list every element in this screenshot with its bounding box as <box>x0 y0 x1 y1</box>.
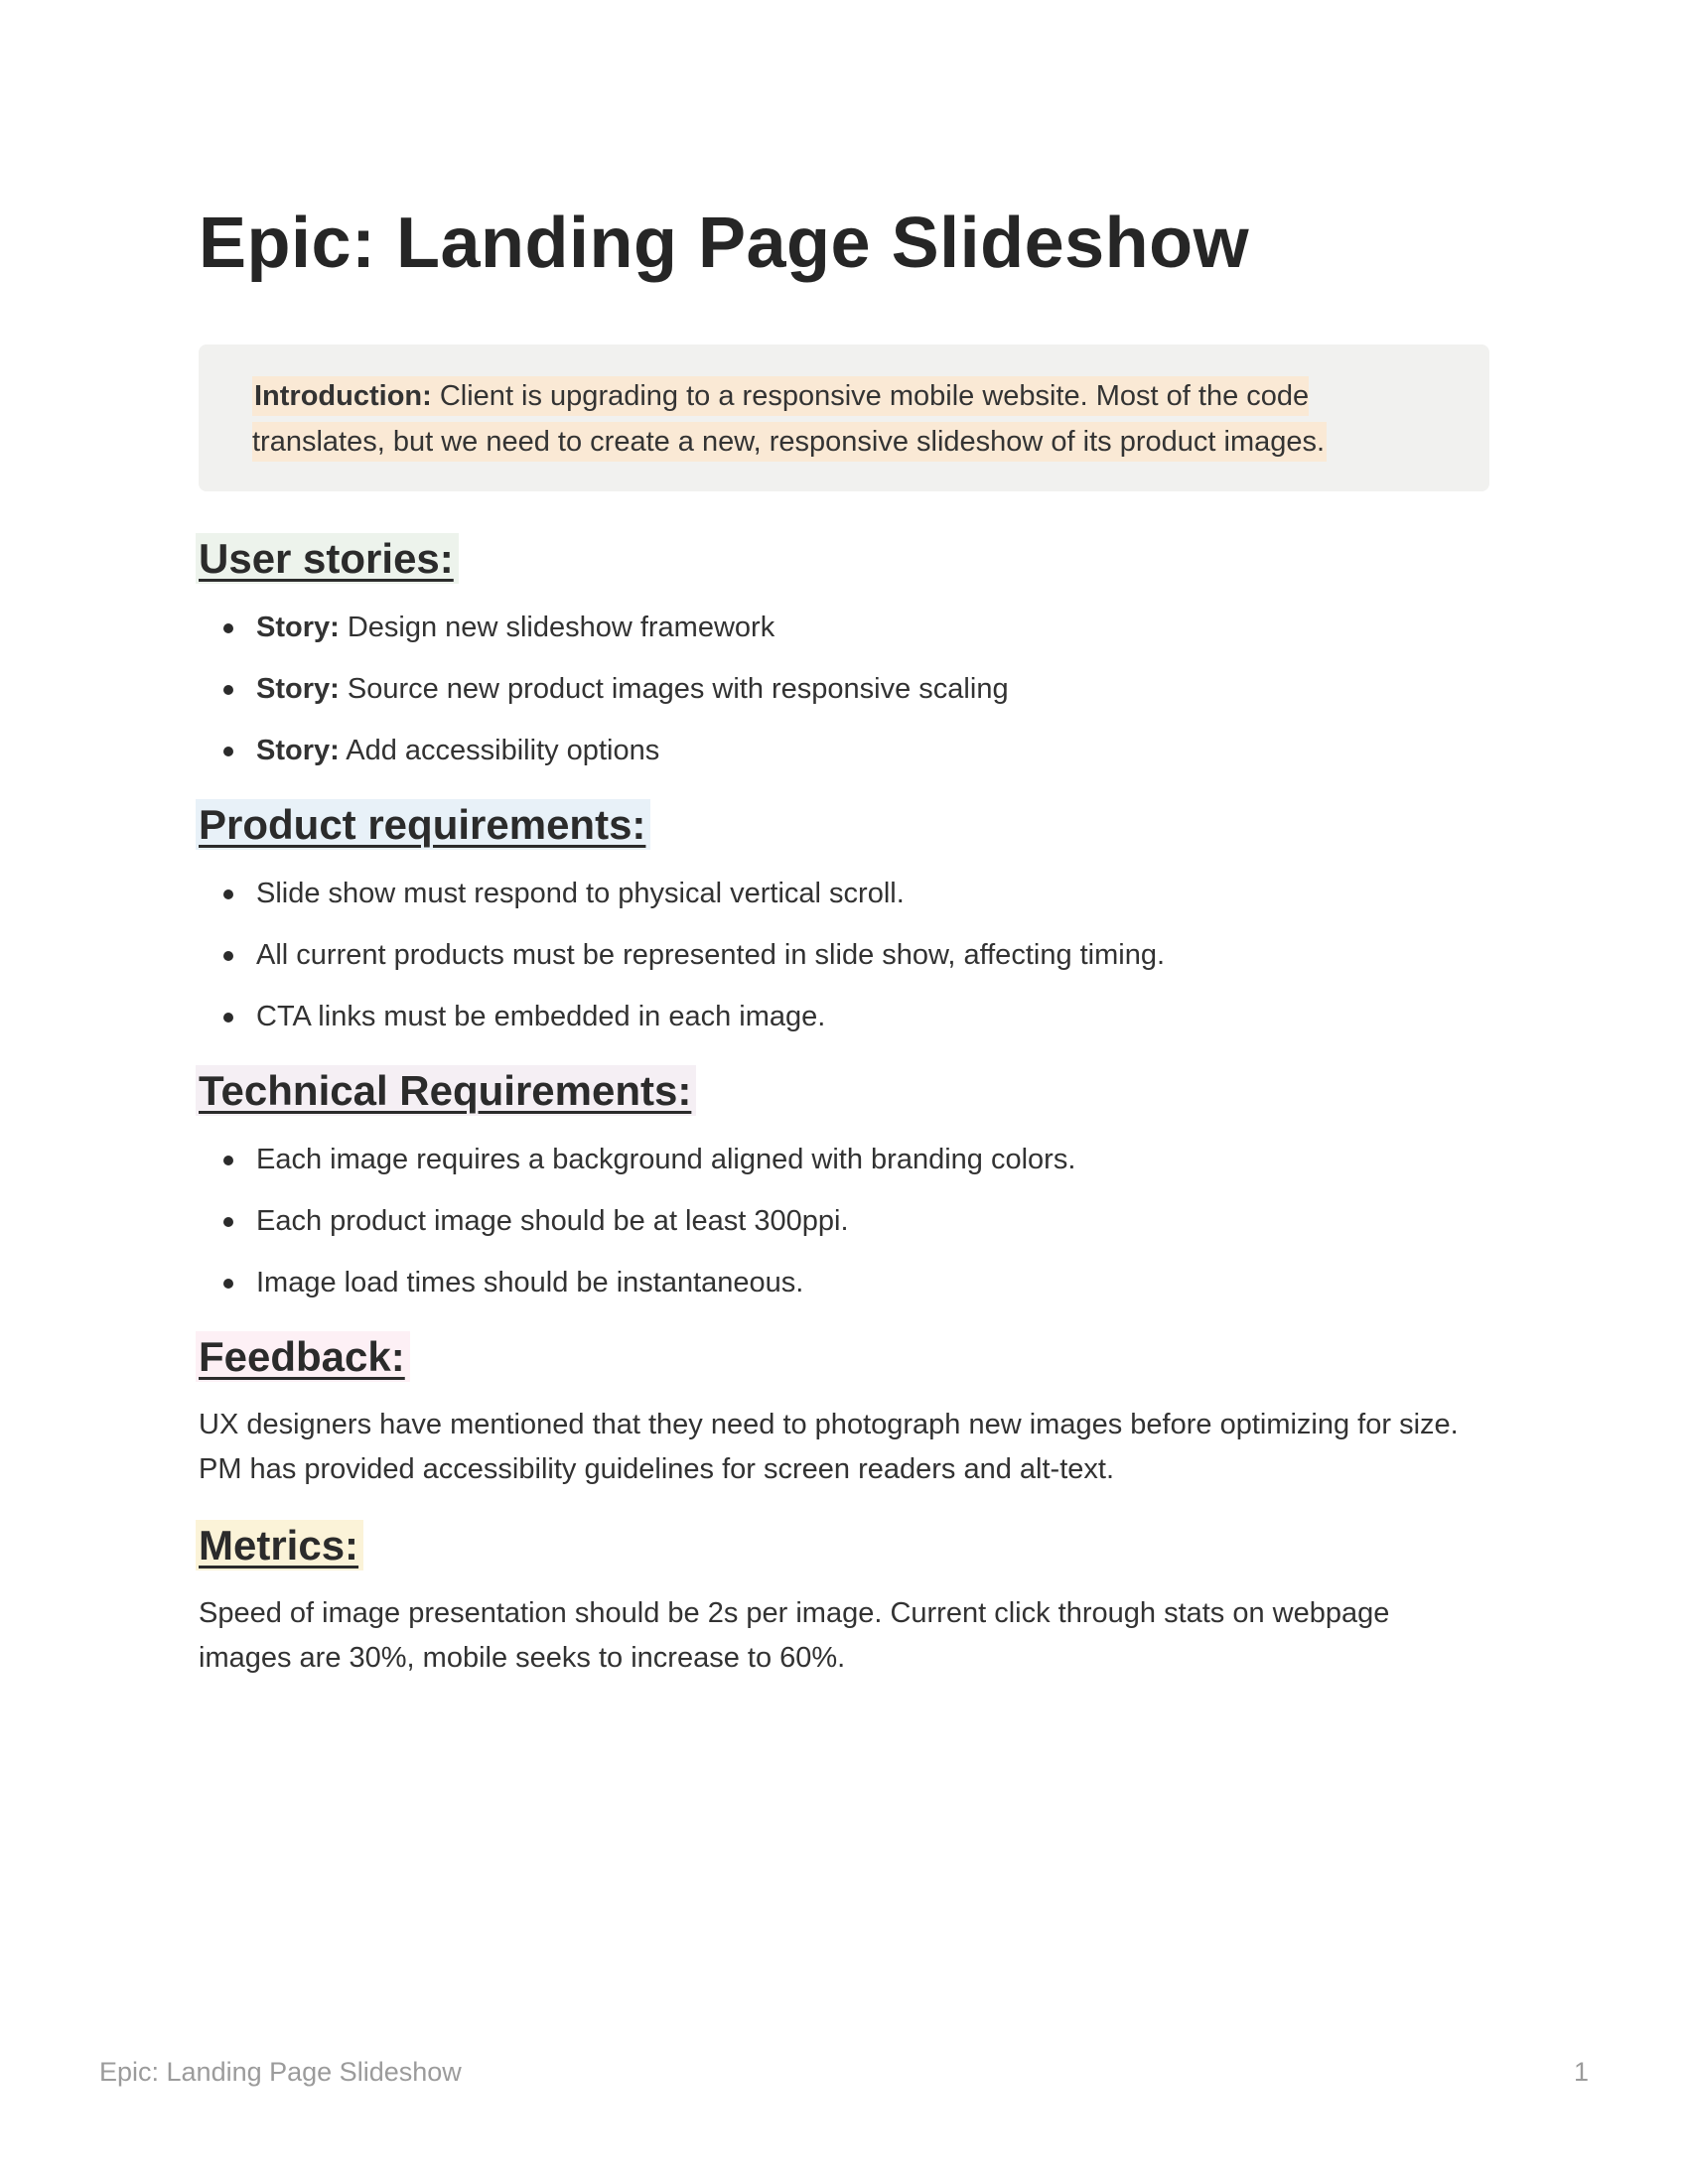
heading-technical-requirements <box>199 1067 1489 1115</box>
metrics-paragraph: Speed of image presentation should be 2s per image. Current click through stats on webpage images are 30%, mobile seeks to increase to 60%. <box>199 1597 1398 1674</box>
list-item <box>199 606 1489 650</box>
user-stories-list <box>199 606 1489 773</box>
heading-product-requirements <box>199 801 1489 849</box>
list-item-bold-label: Story: <box>256 673 340 705</box>
heading-technical-requirements-text: Technical Requirements: <box>196 1065 696 1116</box>
list-item <box>199 995 1489 1039</box>
list-item-bold-label: Story: <box>256 735 340 766</box>
heading-feedback-text: Feedback: <box>196 1331 410 1382</box>
list-item-text: Each image requires a background aligned with branding colors. <box>256 1144 1076 1175</box>
list-item <box>199 933 1489 978</box>
list-item-text: Each product image should be at least 300ppi. <box>256 1205 849 1237</box>
list-item-text: Image load times should be instantaneous. <box>256 1267 804 1298</box>
list-item-bold-label: Story: <box>256 612 340 643</box>
list-item-text: Add accessibility options <box>339 735 660 766</box>
list-item-text: All current products must be represented in slide show, affecting timing. <box>256 939 1166 971</box>
introduction-highlighted-text <box>252 376 1327 462</box>
feedback-paragraph: UX designers have mentioned that they need to photograph new images before optimizing for size. PM has provided accessibility guidelines for screen readers and alt-text. <box>199 1409 1475 1485</box>
footer-document-title: Epic: Landing Page Slideshow <box>99 2057 462 2087</box>
introduction-label: Introduction: <box>254 380 432 412</box>
list-item <box>199 667 1489 712</box>
list-item <box>199 872 1489 916</box>
list-item <box>199 1261 1489 1305</box>
list-item <box>199 1138 1489 1182</box>
heading-product-requirements-text: Product requirements: <box>196 799 650 850</box>
introduction-callout-box <box>199 344 1489 491</box>
list-item-text: Source new product images with responsive scaling <box>339 673 1009 705</box>
list-item <box>199 729 1489 773</box>
heading-metrics <box>199 1522 1489 1570</box>
page-title: Epic: Landing Page Slideshow <box>199 204 1250 283</box>
introduction-text: Client is upgrading to a responsive mobile website. Most of the code translates, but we need to create a new, responsive slideshow of its product images. <box>252 380 1326 458</box>
list-item <box>199 1199 1489 1244</box>
page-footer <box>99 2057 1589 2088</box>
heading-metrics-text: Metrics: <box>196 1520 363 1570</box>
heading-user-stories <box>199 535 1489 583</box>
list-item-text: CTA links must be embedded in each image. <box>256 1001 826 1032</box>
list-item-text: Design new slideshow framework <box>339 612 775 643</box>
heading-feedback <box>199 1333 1489 1381</box>
footer-page-number: 1 <box>1573 2057 1589 2087</box>
list-item-text: Slide show must respond to physical vertical scroll. <box>256 878 905 909</box>
technical-requirements-list <box>199 1138 1489 1305</box>
heading-user-stories-text: User stories: <box>196 533 459 584</box>
document-page <box>199 0 1489 1681</box>
product-requirements-list <box>199 872 1489 1039</box>
